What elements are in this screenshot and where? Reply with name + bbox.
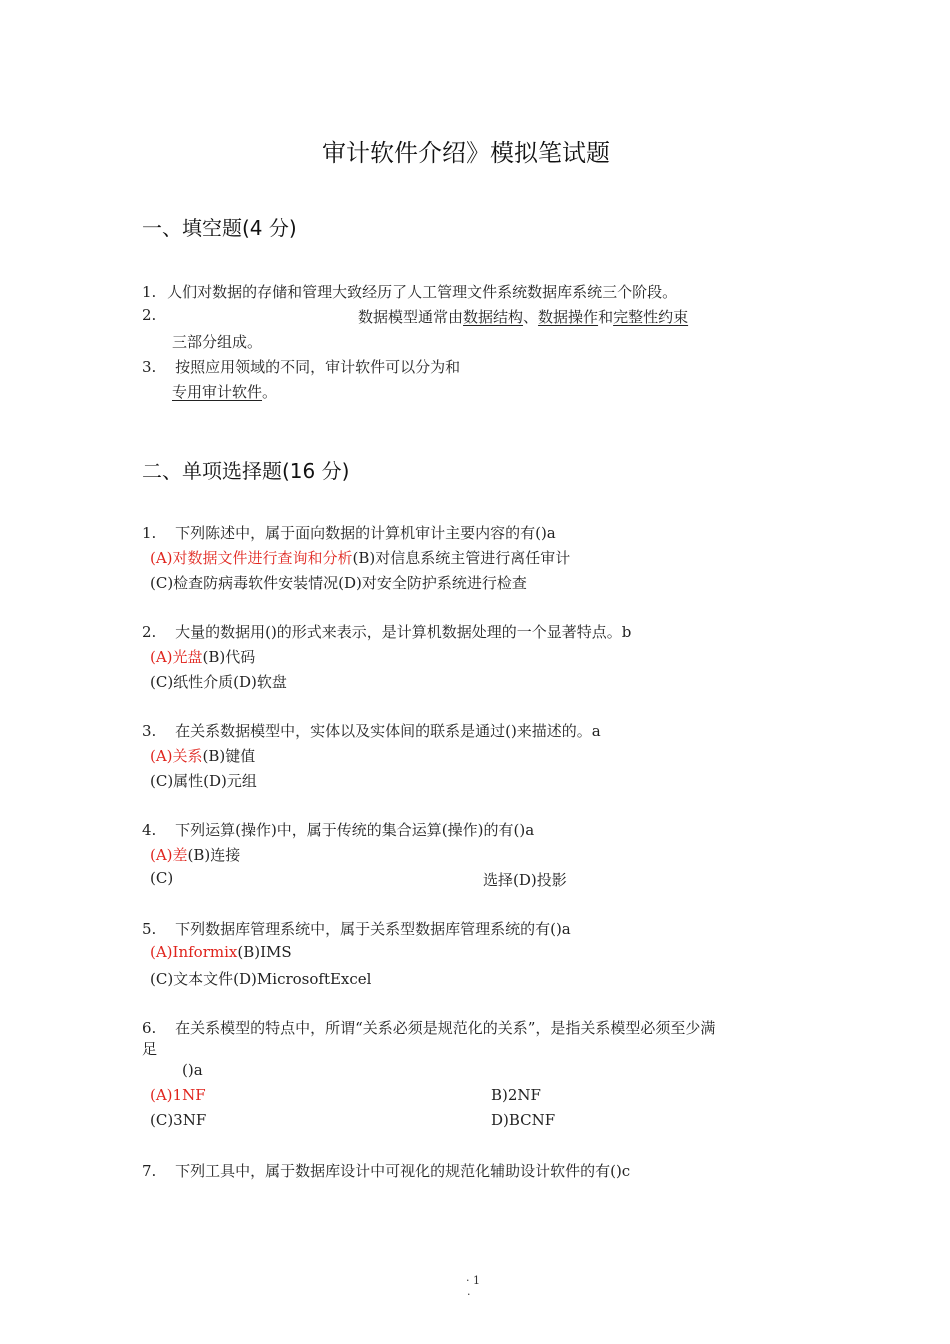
option-correct-a: (A)1NF [150, 1086, 206, 1104]
question-text: 下列运算(操作)中，属于传统的集合运算(操作)的有()a [175, 821, 535, 839]
fill-item-3 [142, 356, 460, 377]
question-text: 下列工具中，属于数据库设计中可视化的规范化辅助设计软件的有()c [175, 1162, 631, 1180]
question-4-options-ab [150, 844, 240, 865]
question-4-option-c: (C) [150, 869, 174, 887]
option-b: B)2NF [491, 1086, 541, 1104]
option: (B)键值 [202, 747, 256, 765]
question-5 [142, 918, 571, 939]
question-number: 6. [142, 1019, 157, 1037]
question-6 [142, 1017, 715, 1038]
item-text: 人们对数据的存储和管理大致经历了人工管理文件系统数据库系统三个阶段。 [167, 283, 678, 301]
option-correct: (A)Informix [150, 943, 238, 961]
question-number: 1. [142, 524, 157, 542]
question-3-options-cd: (C)属性(D)元组 [150, 772, 257, 790]
footer-dot: · [467, 1288, 471, 1301]
question-5-options-cd: (C)文本文件(D)MicrosoftExcel [150, 970, 372, 988]
option: (B)IMS [237, 943, 292, 961]
question-text: 在关系数据模型中，实体以及实体间的联系是通过()来描述的。a [175, 722, 601, 740]
question-3 [142, 720, 601, 741]
question-number: 7. [142, 1162, 157, 1180]
question-6-answer: ()a [182, 1061, 203, 1079]
separator: 、 [523, 308, 539, 326]
question-text: 下列陈述中，属于面向数据的计算机审计主要内容的有()a [175, 524, 556, 542]
question-2 [142, 621, 631, 642]
answer-blank: 数据操作 [538, 308, 599, 326]
item-number: 1. [142, 283, 157, 301]
question-number: 3. [142, 722, 157, 740]
fill-item-2-continuation: 三部分组成。 [172, 333, 263, 351]
question-2-options-cd: (C)纸性介质(D)软盘 [150, 673, 287, 691]
question-text: 在关系模型的特点中，所谓“关系必须是规范化的关系”，是指关系模型必须至少满 [175, 1019, 716, 1037]
section-heading-single-choice: 二、单项选择题(16 分) [142, 459, 350, 483]
answer-blank: 完整性约束 [613, 308, 689, 326]
option-d: D)BCNF [491, 1111, 556, 1129]
question-1-options-ab [150, 547, 570, 568]
question-7 [142, 1160, 630, 1181]
fill-item-3-answer-line [172, 381, 277, 402]
option-correct: (A)光盘 [150, 648, 203, 666]
item-number: 3. [142, 358, 157, 376]
option-correct: (A)对数据文件进行查询和分析 [150, 549, 353, 567]
page-title: 审计软件介绍》模拟笔试题 [322, 139, 610, 167]
question-number: 4. [142, 821, 157, 839]
option: (B)连接 [187, 846, 241, 864]
question-5-options-ab [150, 943, 292, 961]
item-text: 数据模型通常由 [358, 308, 464, 326]
question-6-continuation: 足 [142, 1040, 158, 1058]
item-tail: 。 [262, 383, 278, 401]
question-4 [142, 819, 534, 840]
question-number: 2. [142, 623, 157, 641]
option-correct: (A)差 [150, 846, 188, 864]
option-c: (C)3NF [150, 1111, 207, 1129]
question-3-options-ab [150, 745, 255, 766]
question-text: 下列数据库管理系统中，属于关系型数据库管理系统的有()a [175, 920, 571, 938]
question-text: 大量的数据用()的形式来表示，是计算机数据处理的一个显著特点。b [175, 623, 632, 641]
option-correct: (A)关系 [150, 747, 203, 765]
question-1-options-cd: (C)检查防病毒软件安装情况(D)对安全防护系统进行检查 [150, 574, 527, 592]
fill-item-1 [142, 281, 677, 302]
question-number: 5. [142, 920, 157, 938]
separator: 和 [598, 308, 614, 326]
page-number: · 1 [466, 1274, 480, 1287]
option: (B)对信息系统主管进行离任审计 [352, 549, 571, 567]
item-text: 按照应用领域的不同，审计软件可以分为和 [175, 358, 461, 376]
answer-blank: 数据结构 [463, 308, 524, 326]
question-1 [142, 522, 556, 543]
option: (B)代码 [202, 648, 256, 666]
answer-blank: 专用审计软件 [172, 383, 263, 401]
section-heading-fill-in: 一、填空题(4 分) [142, 216, 297, 240]
question-2-options-ab [150, 646, 255, 667]
fill-item-2-number: 2. [142, 306, 157, 324]
fill-item-2 [358, 306, 688, 327]
question-4-options-cd: 选择(D)投影 [483, 871, 567, 889]
